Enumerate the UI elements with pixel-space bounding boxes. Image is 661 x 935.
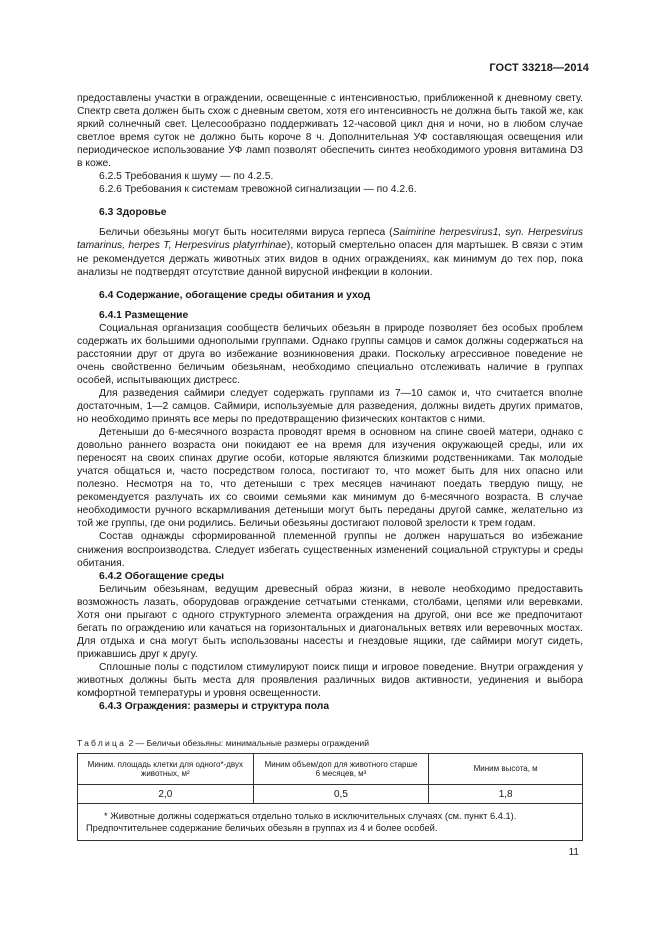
heading-6-4-2: 6.4.2 Обогащение среды	[99, 570, 225, 582]
table-footnote: * Животные должны содержаться отдельно только в исключительных случаях (см. пункт 6.4.1). Предпочтительнее содержание беличьих обезьян в группах из 4 и более особей.	[78, 804, 583, 841]
paragraph-6-4-2-b: Сплошные полы с подстилом стимулируют поиск пищи и игровое поведение. Внутри ограждения у животных должны быть места для проявления различных видов активности, уединения и выбора комфортной температуры и уровня освещенности.	[77, 661, 583, 700]
paragraph-continued: предоставлены участки в ограждении, освещенные с интенсивностью, приближенной к дневному свету. Спектр света должен быть схож с дневным светом, хотя его интенсивность не должна быть такой же, как яркий солнечный свет. Целесообразно поддерживать 12-часовой цикл дня и ночи, но в любом случае светлое время суток не должно быть короче 8 ч. Дополнительная УФ составляющая освещения или периодическое использование УФ ламп позволят обеспечить синтез необходимого уровня витамина D3 в коже.	[77, 93, 583, 170]
paragraph-6-3	[77, 226, 583, 278]
column-header-height: Миним высота, м	[429, 754, 583, 785]
cell-volume: 0,5	[253, 785, 429, 804]
column-header-area: Миним. площадь клетки для одного*-двух животных, м²	[78, 754, 254, 785]
cell-area: 2,0	[78, 785, 254, 804]
paragraph-6-3-start: Беличьи обезьяны могут быть носителями вируса герпеса (	[99, 227, 393, 239]
paragraph-6-2-5: 6.2.5 Требования к шуму — по 4.2.5.	[99, 171, 274, 183]
paragraph-6-2-6: 6.2.6 Требования к системам тревожной сигнализации — по 4.2.6.	[99, 184, 417, 196]
heading-6-4-3: 6.4.3 Ограждения: размеры и структура пола	[99, 701, 330, 713]
table-row	[78, 785, 583, 804]
cell-height: 1,8	[429, 785, 583, 804]
heading-6-3: 6.3 Здоровье	[99, 207, 167, 219]
main-text	[77, 92, 583, 713]
table-caption-label: Таблица	[77, 738, 127, 748]
table-caption-text: 2 — Беличьи обезьяны: минимальные размеры ограждений	[128, 738, 370, 748]
paragraph-6-4-1-a: Социальная организация сообществ беличьих обезьян в природе позволяет без особых проблем содержать их большими однополыми группами. Однако группы самцов и самок должны содержаться на расстоянии друг от друга во избежание возникновения драки. Поскольку агрессивное поведение не очень свойственно беличьим обезьянам, необходимо специально отслеживать наличие в группах особей, испытывающих дистресс.	[77, 322, 583, 386]
paragraph-6-4-1-c: Детеныши до 6-месячного возраста проводят время в основном на спине своей матери, однако с довольно раннего возраста они покидают ее на время для изучения окружающей среды, или их переносят на своих спинах другие особи, которые являются близкими родственниками. Так молодые учатся общаться и, часто посредством голоса, постигают то, что может быть для них опасно или полезно. Несмотря на то, что детеныши с трех месяцев начинают поедать твердую пищу, не рекомендуется разлучать их со своими семьями как минимум до 6-месячного возраста. В случае необходимости ручного вскармливания детеныши могут быть переданы другой самке, желательно из той же группы, где они родились. Беличьи обезьяны достигают половой зрелости к трем годам.	[77, 427, 583, 530]
table-header-row	[78, 754, 583, 785]
document-code: ГОСТ 33218—2014	[489, 62, 589, 74]
paragraph-6-4-1-b: Для разведения саймири следует содержать группами из 7—10 самок и, что считается вполне достаточным, 1—2 самцов. Саймири, используемые для разведения, должны видеть других приматов, но необходимо принять все меры по предотвращению физических контактов с ними.	[77, 387, 583, 426]
enclosure-size-table	[77, 753, 583, 841]
virus-names: Saimirine herpesvirus1, syn. Herpesvirus tamarinus, herpes T, Herpesvirus platyrrhinae	[77, 227, 583, 252]
column-header-volume: Миним объем/доп для животного старше 6 месяцев, м³	[253, 754, 429, 785]
table-caption	[77, 738, 583, 748]
paragraph-6-4-1-d: Состав однажды сформированной племенной группы не должен нарушаться во избежание снижения воспроизводства. Следует избегать существенных изменений социальной структуры и среды обитания.	[77, 531, 583, 569]
heading-6-4-1: 6.4.1 Размещение	[99, 309, 189, 321]
paragraph-6-3-end: ), который смертельно опасен для мартышек. В связи с этим не рекомендуется держать животных этих видов в одних ограждениях, как минимум до тех пор, пока анализы не подтвердят отсутствие данной вирусной инфекции в колонии.	[77, 240, 583, 278]
heading-6-4: 6.4 Содержание, обогащение среды обитания и уход	[99, 289, 371, 301]
paragraph-6-4-2-a: Беличьим обезьянам, ведущим древесный образ жизни, в неволе необходимо предоставить возможность лазать, оборудовав ограждение сетчатыми стенками, столбами, цепями или веревками. Хотя они прыгают с одного структурного элемента ограждения на другой, они все же предпочитают бегать по ограждению или качаться на горизонтальных и диагональных ветвях или веревочных мостах. Для отдыха и сна могут быть использованы насесты и гнездовые ящики, где саймири могут сидеть, прижавшись друг к другу.	[77, 583, 583, 660]
page-number: 11	[568, 847, 579, 858]
table-footnote-row	[78, 804, 583, 841]
